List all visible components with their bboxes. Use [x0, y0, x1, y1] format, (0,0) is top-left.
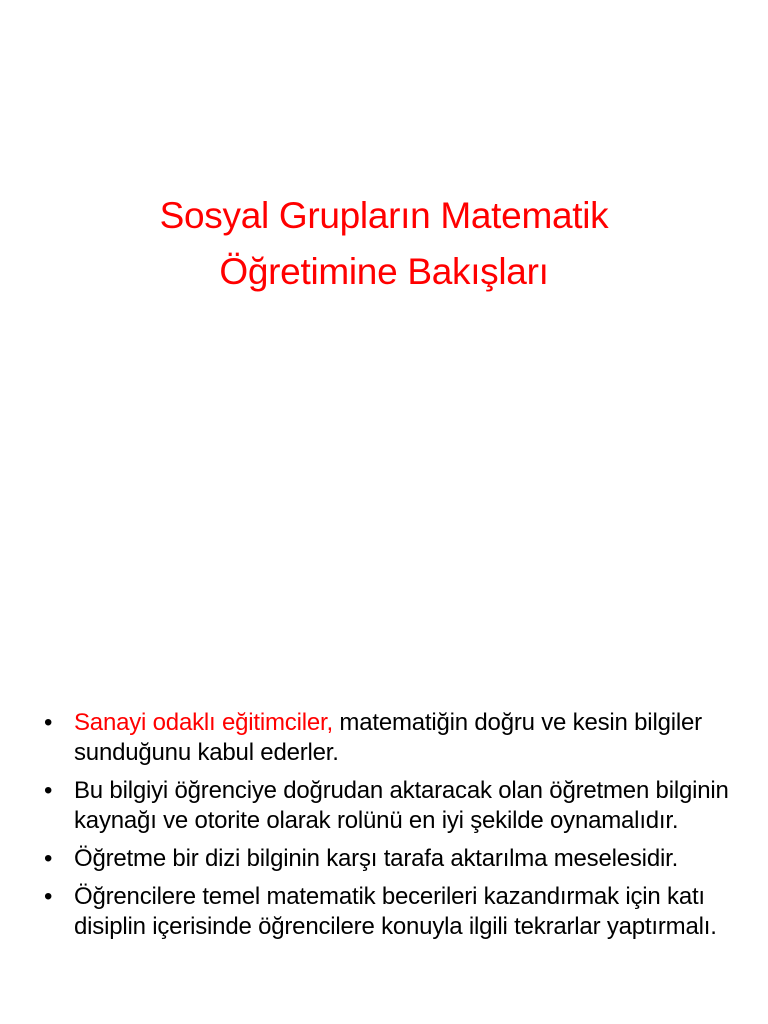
title-line-2: Öğretimine Bakışları: [219, 251, 549, 292]
bullet-lead-emphasis: Sanayi odaklı eğitimciler,: [74, 709, 333, 736]
bullet-text: Öğrencilere temel matematik becerileri kazandırmak için katı disiplin içerisinde öğrencilere konuyla ilgili tekrarlar yaptırmalı.: [74, 883, 717, 940]
bullet-item-4: [40, 882, 740, 942]
bullet-item-3: [40, 844, 740, 874]
bullet-item-1: [40, 708, 740, 768]
bullet-icon: •: [44, 845, 53, 872]
bullet-icon: •: [44, 777, 53, 804]
bullet-icon: •: [44, 709, 53, 736]
bullet-icon: •: [44, 883, 53, 910]
bullet-text: Bu bilgiyi öğrenciye doğrudan aktaracak olan öğretmen bilginin kaynağı ve otorite olarak rolünü en iyi şekilde oynamalıdır.: [74, 777, 729, 834]
bullet-list: [40, 708, 740, 942]
bullet-text: matematiğin doğru ve kesin bilgiler sunduğunu kabul ederler.: [74, 709, 702, 766]
slide-title: [40, 188, 728, 300]
bullet-item-2: [40, 776, 740, 836]
bullet-text: Öğretme bir dizi bilginin karşı tarafa aktarılma meselesidir.: [74, 845, 679, 872]
title-line-1: Sosyal Grupların Matematik: [159, 195, 609, 236]
slide-body: [40, 708, 740, 950]
